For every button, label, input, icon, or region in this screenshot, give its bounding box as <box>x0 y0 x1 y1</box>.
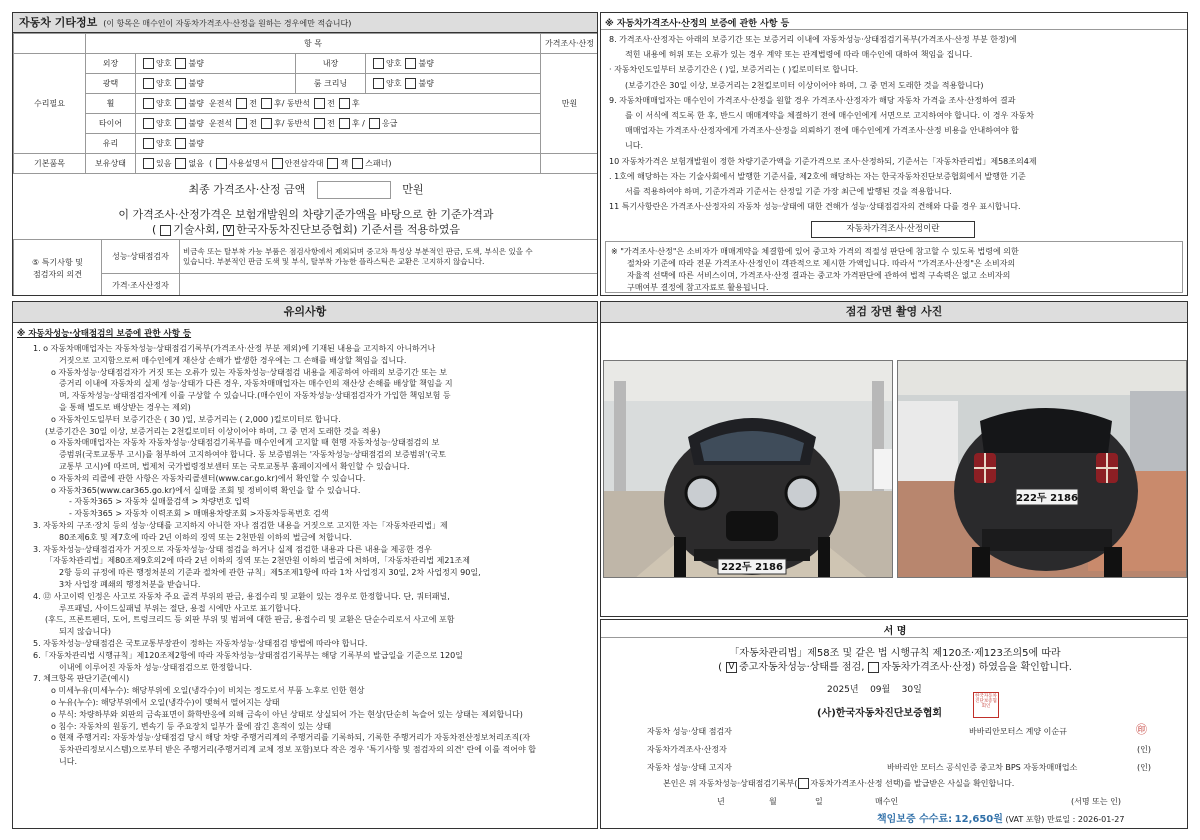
inspector-stamp: ㊞ <box>1136 723 1147 736</box>
definition-box: 자동차가격조사·산정이란 <box>811 221 975 238</box>
text-line: 1. o 자동차매매업자는 자동차성능·상태점검기록부(가격조사·산정 부분 제외)에 기재된 내용을 고지하지 아니하거나 <box>33 344 436 353</box>
have-checkbox[interactable] <box>143 158 154 169</box>
text-line: 루프패널, 사이드실패널 부위는 절단, 용접 시에만 사고로 표기합니다. <box>59 603 301 613</box>
jack-checkbox[interactable] <box>327 158 338 169</box>
price-guarantee-panel <box>600 12 1188 296</box>
tire-bad-checkbox[interactable] <box>175 118 186 129</box>
fee-value: 12,650원 <box>954 814 1003 825</box>
front-label: 전 <box>327 119 335 128</box>
wheel-label: 휠 <box>86 94 136 114</box>
text-line: 구매여부 결정에 참고자료로 활용됩니다. <box>627 283 769 292</box>
sig-inspector-value: 바바리안모터스 계양 이순규 <box>969 727 1067 736</box>
sig-notify-seal: (인) <box>1137 763 1151 772</box>
sig-line-2 <box>601 658 1188 673</box>
sig-line-1: 「자동차관리법」제58조 및 같은 법 시행규칙 제120조·제123조의5에 따라 <box>729 648 1061 659</box>
buyer-sign: (서명 또는 인) <box>1071 797 1121 806</box>
wheel-driver-front-checkbox[interactable] <box>236 98 247 109</box>
sig-inspector-label: 자동차 성능·상태 점검자 <box>647 727 732 736</box>
exterior-good-checkbox[interactable] <box>143 58 154 69</box>
manual-checkbox[interactable] <box>216 158 227 169</box>
text-line: 80조제6호 및 제7호에 따라 2년 이하의 징역 또는 2천만원 이하의 벌금에 처합니다. <box>59 532 352 542</box>
tire-pass-front-checkbox[interactable] <box>314 118 325 129</box>
interior-label: 내장 <box>296 54 366 74</box>
exterior-options <box>136 54 296 74</box>
wheel-bad-checkbox[interactable] <box>175 98 186 109</box>
text-line: 「자동차관리법」제80조제9호의2에 따라 2년 이하의 징역 또는 2천만원 이하의 벌금에 처하며,「자동차관리법 제21조제 <box>45 556 470 566</box>
org-seal: 한국자동차진단보증협회인 <box>973 692 999 718</box>
driver-label: 운전석 <box>209 99 233 108</box>
basis-assoc-label: 한국자동차진단보증협회) 기준서를 적용하였음 <box>236 223 461 236</box>
text-line: ※ "가격조사·산정"은 소비자가 매매계약을 체결함에 있어 중고차 가격의 적절성 판단에 참고할 수 있도록 법령에 의한 <box>611 247 1019 256</box>
final-price-label: 최종 가격조사·산정 금액 <box>188 183 306 196</box>
sig-day: 30일 <box>901 685 922 695</box>
text-line: (후드, 프론트펜더, 도어, 트렁크리드 등 외판 부위 및 범퍼에 대한 판금, 용접수리 및 교환은 단순수리로서 사고에 포함 <box>45 615 455 625</box>
interior-options <box>366 54 541 74</box>
text-line: 자율적 선택에 따른 서비스이며, 가격조사·산정 결과는 중고차 가격판단에 관하여 법적 구속력은 없고 소비자의 <box>627 271 1011 280</box>
triangle-checkbox[interactable] <box>272 158 283 169</box>
perf-inspector-label: 성능·상태점검자 <box>102 240 180 274</box>
sig-notify-value: 바바리안 모터스 공식인증 중고차 BPS 자동차매매업소 <box>887 763 1078 772</box>
basis-line-2 <box>13 221 598 237</box>
text-line: (보증기간은 30일 이상, 보증거리는 2천킬로미터 이상이어야 하며, 그 중 먼저 도래한 것을 적용합니다) <box>625 80 984 90</box>
bad-label: 불량 <box>188 79 204 88</box>
text-line: o 부식: 차량하부와 외판의 금속표면이 화학반응에 의해 금속이 아닌 상태로 상실되어 가는 현상(단순히 녹슬어 있는 상태는 제외합니다) <box>51 709 523 719</box>
jack-label: 잭 <box>340 159 349 168</box>
repair-group-label: 수리필요 <box>14 54 86 154</box>
text-line: 8. 가격조사·산정자는 아래의 보증기간 또는 보증거리 이내에 자동차성능·상태점검기록부(가격조사·산정 부분 한정)에 <box>609 35 1017 44</box>
price-guarantee-title: ※ 자동차가격조사·산정의 보증에 관한 사항 등 <box>605 19 790 29</box>
manual-label: 사용설명서 <box>229 159 268 168</box>
text-line: 5. 자동차성능·상태점검은 국토교통부장관이 정하는 자동차성능·상태점검 방법에 따라야 합니다. <box>33 639 368 648</box>
buyer-date-d: 일 <box>815 797 823 806</box>
paren-open: ( <box>718 662 722 673</box>
notice-heading: ※ 자동차성능·상태점검의 보증에 관한 사항 등 <box>17 329 192 339</box>
item-header: 항 목 <box>86 34 541 54</box>
text-line: 6.「자동차관리법 시행규칙」제120조제2항에 따라 자동차성능·상태점검기록부는 해당 기록부의 발급일을 기준으로 120일 <box>33 650 463 660</box>
bad-label: 불량 <box>418 59 434 68</box>
front-plate: 222두 2186 <box>721 562 783 573</box>
text-line: 적힌 내용에 허위 또는 오류가 있는 경우 계약 또는 관계법령에 따라 매수인에 대하여 책임을 집니다. <box>625 50 973 60</box>
none-label: 없음 <box>188 159 204 168</box>
sig-date <box>827 682 922 695</box>
sig-price-seal: (인) <box>1137 745 1151 754</box>
fee-vat: (VAT 포함) <box>1005 815 1045 824</box>
other-info-panel <box>12 12 598 296</box>
price-header: 가격조사·산정 <box>541 34 599 54</box>
front-label: 전 <box>249 119 257 128</box>
good-label: 양호 <box>156 139 172 148</box>
price-inspector-label: 가격·조사산정자 <box>102 274 180 297</box>
final-price-input[interactable] <box>317 181 391 199</box>
good-label: 양호 <box>386 59 402 68</box>
buyer-label: 매수인 <box>875 797 899 806</box>
paren-close: ) <box>388 159 392 168</box>
good-label: 양호 <box>156 119 172 128</box>
basis-tech-label: 기술사회, <box>173 223 220 236</box>
condition-table <box>13 33 598 174</box>
rear-plate: 222두 2186 <box>1016 493 1078 504</box>
good-label: 양호 <box>386 79 402 88</box>
expiry: 만료일 : 2026-01-27 <box>1046 815 1125 824</box>
fee-label: 책임보증 수수료: <box>877 814 953 825</box>
basis-line-1: 이 가격조사·산정가격은 보험개발원의 차량기준가액을 바탕으로 한 기준가격과 <box>118 208 494 221</box>
text-line: 증범위(국토교통부 고시)를 첨부하여 고지하여야 합니다. 동 보증범위는 '자동차성능·상태점검의 보증범위'(국토 <box>59 450 446 460</box>
paren-open: ( <box>151 223 157 236</box>
text-line: 이내에 이루어진 자동차 성능·상태점검으로 한정합니다. <box>59 662 252 672</box>
other-info-header <box>13 13 597 33</box>
rear-label: 후 <box>273 99 282 108</box>
sig-receipt <box>663 778 1014 789</box>
text-line: 를 이 서식에 적도록 한 후, 반드시 매매계약을 체결하기 전에 매수인에게 서면으로 고지하여야 합니다. 이 경우 자동차 <box>625 111 1034 120</box>
text-line: o 자동차365(www.car365.go.kr)에서 실매물 조회 및 정비이력 확인을 할 수 있습니다. <box>51 485 361 495</box>
slash-label: / <box>362 119 365 128</box>
final-price-row <box>13 181 598 199</box>
price-inspector-opinion[interactable] <box>180 274 599 297</box>
text-line: 며, 자동차성능·상태점검자에게 이를 구상할 수 있습니다.(매수인이 자동차성능·상태점검자가 가입한 책임보험 등 <box>59 391 451 401</box>
passenger-label: / 동반석 <box>281 99 311 108</box>
notice-panel <box>12 301 598 829</box>
text-line: 3. 자동차성능·상태점검자가 거짓으로 자동차성능·상태 점검을 하거나 실제 점검한 내용과 다른 내용을 제공한 경우 <box>33 544 432 554</box>
remarks-label-1: ⑤ 특기사항 및 <box>32 257 83 267</box>
other-info-title: 자동차 기타정보 <box>19 16 98 29</box>
gloss-bad-checkbox[interactable] <box>175 78 186 89</box>
text-line: o 현재 주행거리: 자동차성능·상태점검 당시 해당 차량 주행거리계의 주행거리를 기록하되, 기록한 주행거리가 자동차전산정보처리조직(자 <box>51 733 531 743</box>
spanner-label: 스패너 <box>365 159 389 168</box>
buyer-date-m: 월 <box>769 797 777 806</box>
rear-label: 후 <box>273 119 282 128</box>
room-cleaning-label: 룸 크리닝 <box>296 74 366 94</box>
tire-driver-front-checkbox[interactable] <box>236 118 247 129</box>
interior-bad-checkbox[interactable] <box>405 58 416 69</box>
text-line: . 1호에 해당하는 자는 기술사회에서 발행한 기준서를, 제2호에 해당하는 자는 한국자동차진단보증협회에서 발행한 기준 <box>609 171 1026 181</box>
final-price-unit: 만원 <box>402 183 424 196</box>
glass-label: 유리 <box>86 134 136 154</box>
other-info-subtitle: (이 항목은 매수인이 자동차가격조사·산정을 원하는 경우에만 적습니다) <box>103 19 352 28</box>
text-line: o 자동차인도일부터 보증기간은 ( 30 )일, 보증거리는 ( 2,000 )킬로미터로 합니다. <box>51 414 341 424</box>
wheel-pass-rear-checkbox[interactable] <box>339 98 350 109</box>
signature-title: 서 명 <box>883 626 907 637</box>
good-label: 양호 <box>156 79 172 88</box>
good-label: 양호 <box>156 99 172 108</box>
front-label: 전 <box>249 99 257 108</box>
remarks-table <box>13 239 598 296</box>
text-line: o 누유(누수): 해당부위에서 오일(냉각수)이 맺혀서 떨어지는 상태 <box>51 698 280 707</box>
gloss-options <box>136 74 296 94</box>
sig-year: 2025년 <box>827 685 859 695</box>
text-line: 7. 체크항목 판단기준(예시) <box>33 674 130 684</box>
text-line: 거짓으로 고지함으로써 매수인에게 재산상 손해가 발생한 경우에는 그 손해를 배상할 책임을 집니다. <box>59 355 407 365</box>
tire-pass-rear-checkbox[interactable] <box>339 118 350 129</box>
text-line: 2항 등의 규정에 따른 행정처분의 기준과 절차에 관한 규칙」제5조제1항에 따라 1차 사업정지 30일, 2차 사업정지 90일, <box>59 568 481 578</box>
bad-label: 불량 <box>188 139 204 148</box>
text-line: - 자동차365 > 자동차 이력조회 > 매매용차량조회 >자동차등록번호 검색 <box>69 509 329 519</box>
front-car-image <box>604 361 893 578</box>
bad-label: 불량 <box>418 79 434 88</box>
wheel-good-checkbox[interactable] <box>143 98 154 109</box>
remarks-label <box>14 240 102 297</box>
fee-row <box>877 814 1124 825</box>
driver-label: 운전석 <box>209 119 233 128</box>
text-line: 동차관리정보시스템)으로부터 받은 주행거리(주행거리계 교체 정보 포함)보다 작은 경우 '특기사항 및 점검자의 의견' 란에 이를 적어야 합 <box>59 745 536 755</box>
text-line: 매매업자는 가격조사·산정자에게 가격조사·산정을 의뢰하기 전에 매수인에게 가격조사·산정 비용을 안내하여야 합 <box>625 126 1019 136</box>
receipt-checkbox[interactable] <box>798 778 809 789</box>
receipt-a: 본인은 위 자동차성능·상태점검기록부( <box>663 779 798 788</box>
exterior-label: 외장 <box>86 54 136 74</box>
text-line: o 자동차의 리콜에 관한 사항은 자동차리콜센터(www.car.go.kr)에서 확인할 수 있습니다. <box>51 473 366 483</box>
text-line: - 자동차365 > 자동차 실매물검색 > 차량번호 입력 <box>69 497 250 507</box>
text-line: 니다. <box>625 141 643 151</box>
signature-panel <box>600 619 1188 829</box>
tire-good-checkbox[interactable] <box>143 118 154 129</box>
wheel-options <box>136 94 541 114</box>
tire-emergency-checkbox[interactable] <box>369 118 380 129</box>
bad-label: 불량 <box>188 59 204 68</box>
holding-options <box>136 154 541 174</box>
text-line: o 자동차성능·상태점검자가 거짓 또는 오류가 있는 자동차성능·상태점검 내용을 제공하여 아래의 보증기간 또는 보 <box>51 367 447 377</box>
wheel-driver-rear-checkbox[interactable] <box>261 98 272 109</box>
spanner-checkbox[interactable] <box>352 158 363 169</box>
triangle-label: 안전삼각대 <box>284 159 324 168</box>
text-line: 니다. <box>59 757 77 766</box>
text-line: o 침수: 자동차의 원동기, 변속기 등 주요장치 일부가 물에 잠긴 흔적이 있는 상태 <box>51 721 332 731</box>
sig-perf-label: 중고자동차성능·상태를 점검, <box>738 662 865 673</box>
text-line: 10 자동차가격은 보험개발원이 정한 차량기준가액을 기준가격으로 조사·산정하되, 기준서는「자동차관리법」제58조의4제 <box>609 156 1037 166</box>
tire-label: 타이어 <box>86 114 136 134</box>
perf-note-2: 있습니다. 부분적인 판금 도색 및 부식, 탈부착 가능한 플라스틱은 교환은 고지하지 않습니다. <box>183 256 485 266</box>
remarks-label-2: 점검자의 의견 <box>33 269 82 279</box>
sig-price-label-row: 자동차가격조사·산정자 <box>647 745 727 754</box>
holding-label: 보유상태 <box>86 154 136 174</box>
text-line: 을 통해 별도로 배상받는 경우는 제외) <box>59 403 191 412</box>
exterior-bad-checkbox[interactable] <box>175 58 186 69</box>
perf-inspector-opinion <box>180 240 599 274</box>
paren-open: ( <box>209 159 213 168</box>
signature-rule <box>601 637 1187 638</box>
good-label: 양호 <box>156 59 172 68</box>
text-line: · 자동차인도일부터 보증기간은 ( )일, 보증거리는 ( )킬로미터로 합니다. <box>609 65 859 75</box>
sig-perf-checkbox[interactable]: V <box>726 662 737 673</box>
text-line: 3. 자동차의 구조·장치 등의 성능·상태를 고지하지 아니한 자나 점검한 내용을 거짓으로 고지한 자는「자동차관리법」제 <box>33 521 448 530</box>
interior-good-checkbox[interactable] <box>373 58 384 69</box>
rear-photo <box>897 360 1187 578</box>
photos-header: 점검 장면 촬영 사진 <box>601 302 1187 323</box>
wheel-pass-front-checkbox[interactable] <box>314 98 325 109</box>
text-line: 9. 자동차매매업자는 매수인이 가격조사·산정을 원할 경우 가격조사·산정자가 해당 자동차 가격을 조사·산정하여 결과 <box>609 95 1016 105</box>
glass-options <box>136 134 541 154</box>
bad-label: 불량 <box>188 119 204 128</box>
sig-notify-label: 자동차 성능·상태 고지자 <box>647 763 732 772</box>
glass-good-checkbox[interactable] <box>143 138 154 149</box>
sig-month: 09월 <box>870 685 891 695</box>
text-line: 3차 사업장 폐쇄의 행정처분을 받습니다. <box>59 580 201 589</box>
basis-tech-checkbox[interactable] <box>160 225 171 236</box>
perf-note-1: 비금속 또는 탈부착 가능 부품은 점검사항에서 제외되며 중고차 특성상 부분적인 판금, 도색, 부식은 있을 수 <box>183 246 533 256</box>
emergency-label: 응급 <box>381 119 398 128</box>
sig-org: (사)한국자동차진단보증협회 <box>817 708 943 719</box>
bad-label: 불량 <box>188 99 204 108</box>
title-rule <box>601 29 1187 30</box>
room-good-checkbox[interactable] <box>373 78 384 89</box>
buyer-date-y: 년 <box>717 797 725 806</box>
basis-assoc-checkbox[interactable]: V <box>223 225 234 236</box>
tire-driver-rear-checkbox[interactable] <box>261 118 272 129</box>
text-line: o 미세누유(미세누수): 해당부위에 오일(냉각수)이 비치는 정도로서 부품 노후로 인한 현상 <box>51 686 365 696</box>
notice-header: 유의사항 <box>13 302 597 323</box>
rear-car-image <box>898 361 1187 578</box>
front-label: 전 <box>327 99 335 108</box>
tire-options <box>136 114 541 134</box>
photos-panel <box>600 301 1188 617</box>
receipt-b: 자동차가격조사·산정 선택)를 발급받은 사실을 확인합니다. <box>810 779 1015 788</box>
basic-group-label: 기본품목 <box>14 154 86 174</box>
text-line: 되지 않습니다) <box>59 627 112 637</box>
text-line: o 자동차매매업자는 자동차 자동차성능·상태점검기록부를 매수인에게 고지할 때 현행 자동차성능·상태점검의 보 <box>51 438 440 448</box>
text-line: 4. ⑫ 사고이력 인정은 사고로 자동차 주요 골격 부위의 판금, 용접수리 및 교환이 있는 경우로 한정합니다. 단, 쿼터패널, <box>33 591 450 601</box>
have-label: 있음 <box>156 159 172 168</box>
price-unit: 만원 <box>541 54 599 154</box>
text-line: 교통부 고시)에 따르며, 법제처 국가법령정보센터 또는 국토교통부 홈페이지에서 확인할 수 있습니다. <box>59 462 410 471</box>
passenger-label: / 동반석 <box>281 119 311 128</box>
front-photo <box>603 360 893 578</box>
room-cleaning-options <box>366 74 541 94</box>
rear-label: 후 <box>351 119 360 128</box>
gloss-good-checkbox[interactable] <box>143 78 154 89</box>
text-line: 증거리 이내에 자동차의 실제 성능·상태가 다른 경우, 자동차매매업자는 매수인의 재산상 손해를 배상할 책임을 지 <box>59 379 453 389</box>
room-bad-checkbox[interactable] <box>405 78 416 89</box>
rear-label: 후 <box>351 99 360 108</box>
text-line: (보증기간은 30일 이상, 보증거리는 2천킬로미터 이상이어야 하며, 그 중 먼저 도래한 것을 적용) <box>45 426 381 436</box>
glass-bad-checkbox[interactable] <box>175 138 186 149</box>
gloss-label: 광택 <box>86 74 136 94</box>
sig-price-label: 자동차가격조사·산정) 하였음을 확인합니다. <box>881 662 1072 673</box>
sig-price-checkbox[interactable] <box>868 662 879 673</box>
text-line: 서를 적용하여야 하며, 기준가격과 기준서는 산정일 기준 가장 최근에 발행된 것을 적용합니다. <box>625 187 952 196</box>
text-line: 절차와 기준에 따라 전문 가격조사·산정인이 객관적으로 제시한 가액입니다. 따라서 "가격조사·산정"은 소비자의 <box>627 259 1016 268</box>
text-line: 11 특기사항란은 가격조사·산정자의 자동차 성능·상태에 대한 견해가 성능·상태점검자의 견해와 다를 경우 표시합니다. <box>609 202 1021 212</box>
none-checkbox[interactable] <box>175 158 186 169</box>
